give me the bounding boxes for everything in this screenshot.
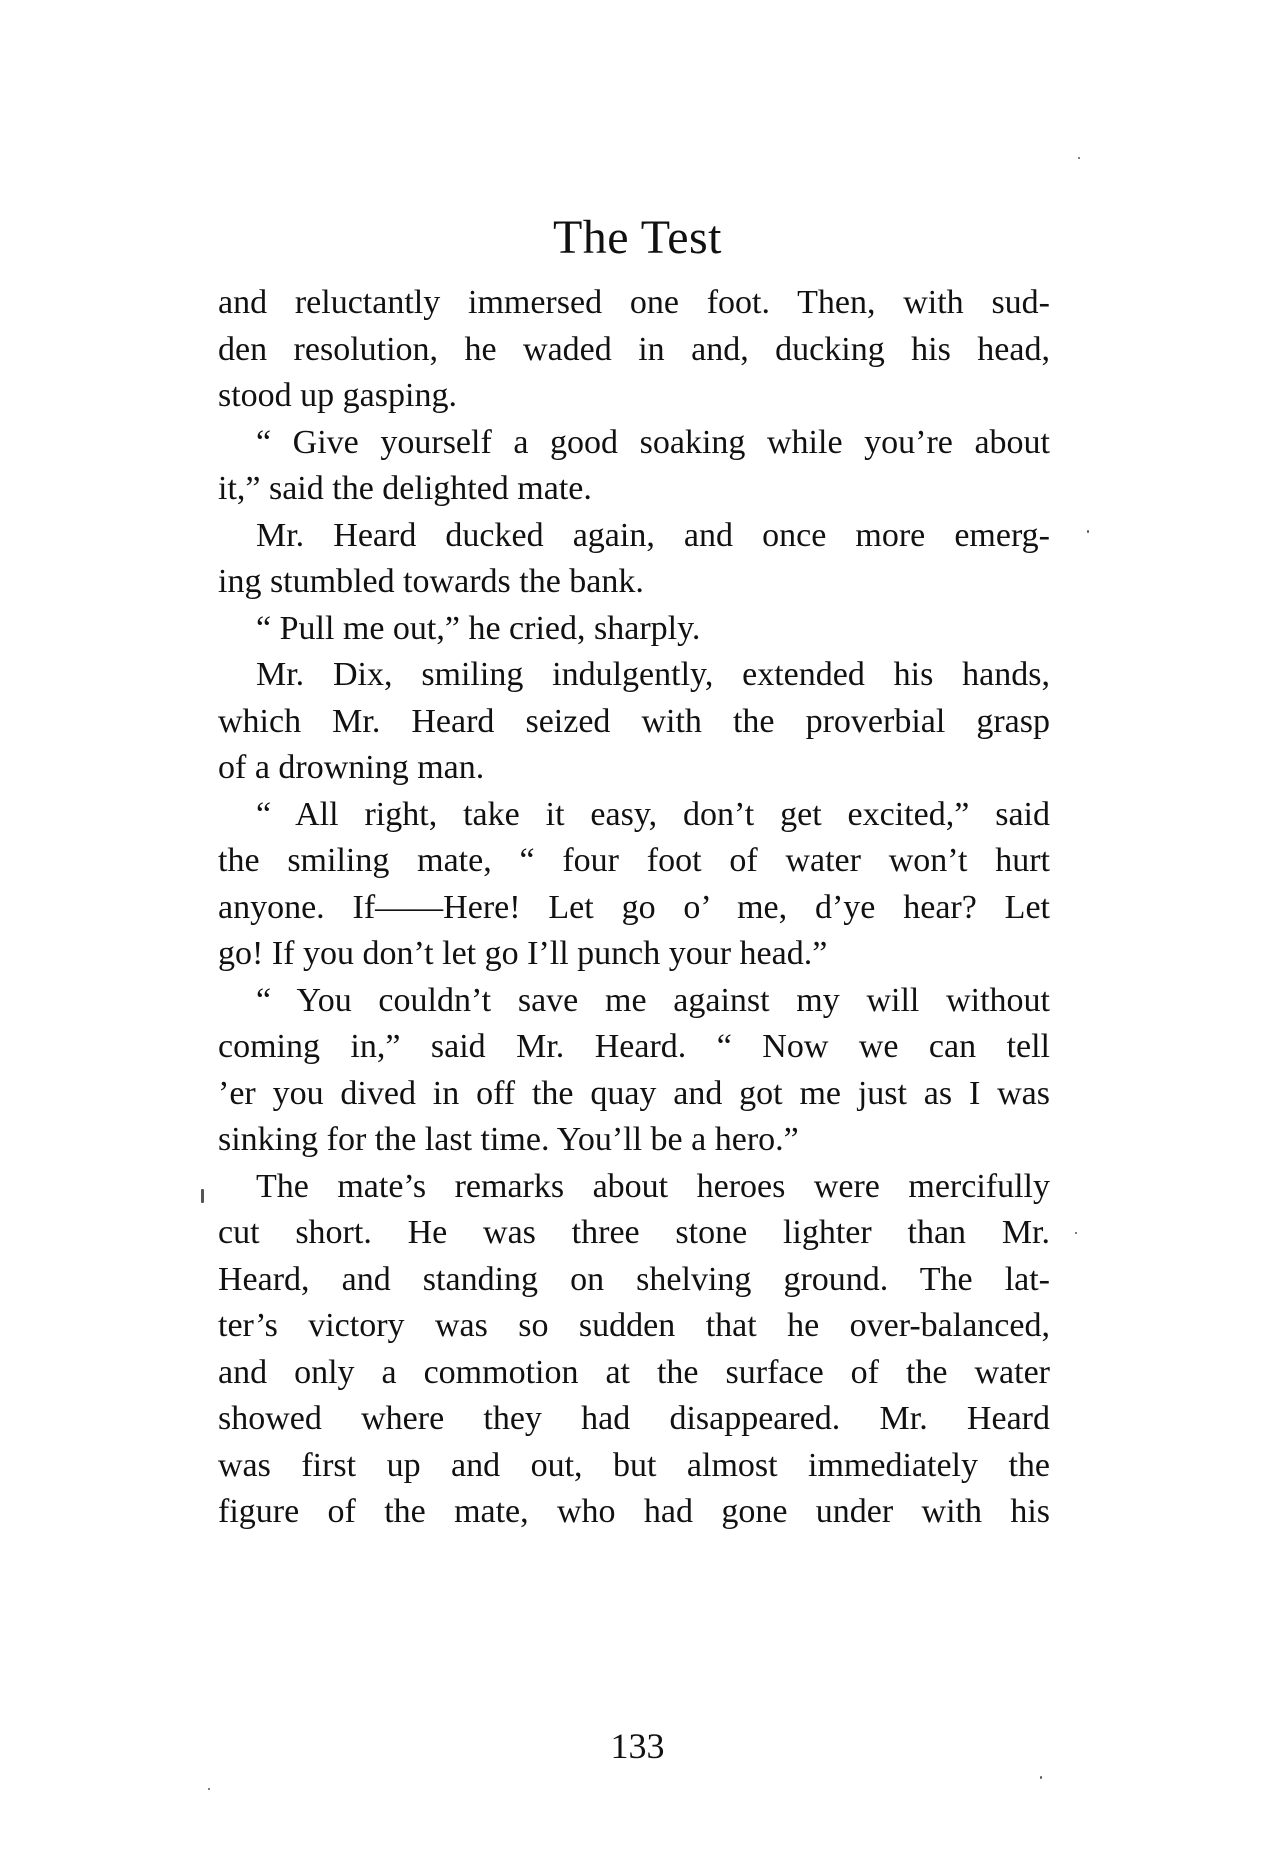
text-line: anyone. If——Here! Let go o’ me, d’ye hear? Let (218, 888, 1050, 926)
text-line: of a drowning man. (218, 749, 485, 786)
text-line: Mr. Dix, smiling indulgently, extended his hands, (256, 656, 1050, 693)
text-line: “ All right, take it easy, don’t get excited,” said (256, 795, 1050, 833)
scan-speck (208, 1788, 210, 1790)
text-line: and only a commotion at the surface of the water (218, 1353, 1050, 1391)
text-line: Heard, and standing on shelving ground. The lat- (218, 1260, 1050, 1298)
text-line: “ Give yourself a good soaking while you’re about (256, 423, 1050, 461)
text-line: “ You couldn’t save me against my will without (256, 981, 1050, 1019)
scan-speck (1040, 1776, 1042, 1779)
scan-speck (201, 1189, 204, 1203)
text-line: which Mr. Heard seized with the proverbial grasp (218, 702, 1050, 740)
text-line: and reluctantly immersed one foot. Then, with sud- (218, 284, 1050, 321)
text-line: sinking for the last time. You’ll be a hero.” (218, 1121, 799, 1158)
text-line: The mate’s remarks about heroes were mercifully (256, 1167, 1050, 1205)
text-line: “ Pull me out,” he cried, sharply. (256, 609, 701, 647)
running-head: The Test (552, 211, 723, 264)
text-line: it,” said the delighted mate. (218, 470, 592, 507)
scan-speck (1075, 1232, 1077, 1234)
text-line: the smiling mate, “ four foot of water won’t hurt (218, 842, 1050, 879)
text-line: figure of the mate, who had gone under with his (218, 1493, 1050, 1530)
text-line: go! If you don’t let go I’ll punch your head.” (218, 935, 828, 972)
text-line: ’er you dived in off the quay and got me just as I was (218, 1074, 1050, 1112)
text-line: cut short. He was three stone lighter than Mr. (218, 1214, 1050, 1251)
text-line: stood up gasping. (218, 377, 457, 414)
text-line: ing stumbled towards the bank. (218, 563, 644, 600)
scan-speck (1078, 157, 1080, 159)
text-line: den resolution, he waded in and, ducking his head, (218, 330, 1050, 368)
page-number: 133 (610, 1726, 665, 1766)
text-line: coming in,” said Mr. Heard. “ Now we can tell (218, 1028, 1050, 1065)
scan-speck (1087, 530, 1089, 533)
text-line: showed where they had disappeared. Mr. Heard (218, 1400, 1050, 1437)
body-text (218, 280, 1050, 1536)
text-line: Mr. Heard ducked again, and once more emerg- (256, 516, 1050, 554)
text-line: ter’s victory was so sudden that he over-balanced, (218, 1307, 1050, 1344)
text-line: was first up and out, but almost immediately the (218, 1446, 1050, 1484)
